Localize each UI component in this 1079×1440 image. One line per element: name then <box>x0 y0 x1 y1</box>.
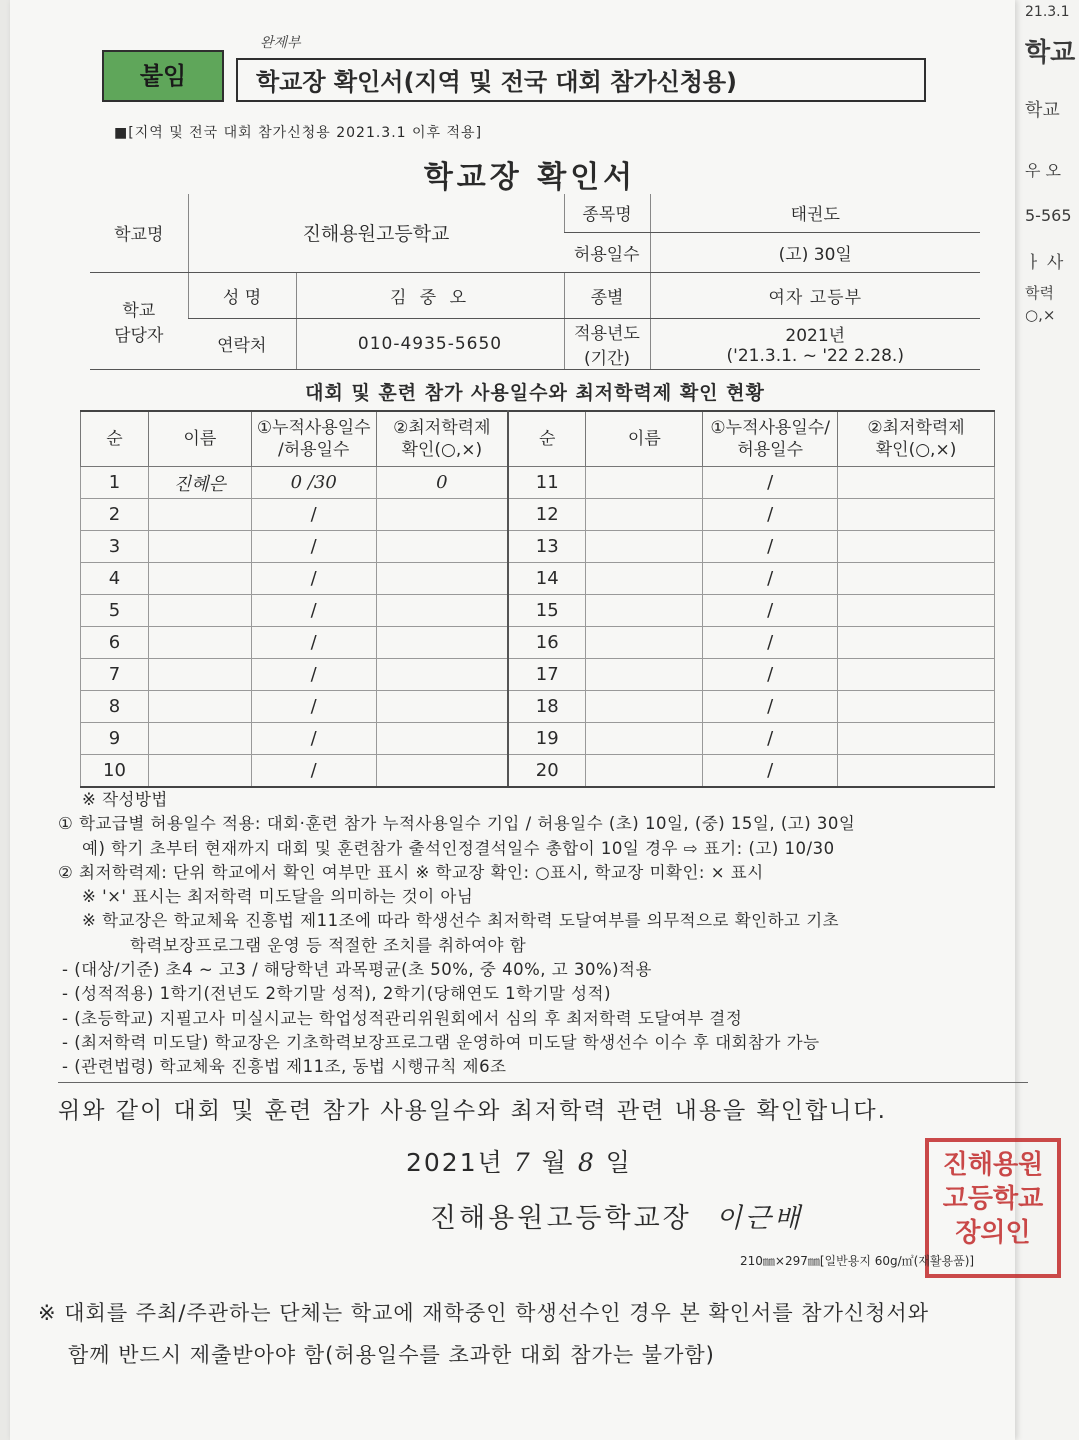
col-min-grade-right <box>838 411 995 467</box>
table-row <box>81 595 995 627</box>
status-table <box>80 410 995 788</box>
back-line: ○,× <box>1025 306 1056 324</box>
row-number: 19 <box>508 723 586 755</box>
note-item: ② 최저학력제: 단위 학교에서 확인 여부만 표시 ※ 학교장 확인: ○표시, 학교장 미확인: × 표시 <box>58 862 764 882</box>
student-name: 진혜은 <box>148 467 251 499</box>
used-days: / <box>703 659 838 691</box>
min-grade-check <box>838 563 995 595</box>
col-min-line: ②최저학력제 <box>393 418 491 438</box>
used-days: / <box>251 499 376 531</box>
student-name <box>586 691 703 723</box>
year-label-line: 적용년도 <box>574 323 640 344</box>
writing-instructions <box>58 788 1018 1080</box>
note-item: - (관련법령) 학교체육 진흥법 제11조, 동법 시행규칙 제6조 <box>62 1057 507 1077</box>
note-item: ※ 학교장은 학교체육 진흥법 제11조에 따라 학생선수 최저학력 도달여부를 의무적으로 확인하고 기초 <box>82 911 840 931</box>
name-label: 성 명 <box>188 272 296 318</box>
phone-label: 연락처 <box>188 318 296 369</box>
student-name <box>586 467 703 499</box>
student-name <box>148 499 251 531</box>
min-grade-check <box>838 659 995 691</box>
principal-title: 진해용원고등학교장 <box>430 1203 692 1234</box>
row-number: 14 <box>508 563 586 595</box>
student-name <box>148 563 251 595</box>
contact-phone: 010-4935-5650 <box>296 318 564 369</box>
row-number: 1 <box>81 467 149 499</box>
back-line: 학력 <box>1025 284 1054 302</box>
used-days: / <box>251 627 376 659</box>
student-name <box>586 595 703 627</box>
col-days-right <box>703 411 838 467</box>
table-row <box>81 659 995 691</box>
document-title: 학교장 확인서 <box>423 160 637 195</box>
principal-line <box>430 1196 803 1235</box>
contact-group-label <box>90 272 188 369</box>
school-name-label: 학교명 <box>90 194 188 272</box>
allowed-days-label: 허용일수 <box>564 232 650 272</box>
col-days <box>251 411 376 467</box>
attachment-tag: 붙임 <box>102 50 224 102</box>
student-name <box>148 595 251 627</box>
row-number: 10 <box>81 755 149 788</box>
col-no: 순 <box>81 411 149 467</box>
date-year: 2021년 <box>406 1148 504 1177</box>
row-number: 5 <box>81 595 149 627</box>
table-row <box>81 563 995 595</box>
col-min-line: 확인(○,×) <box>875 440 957 460</box>
status-section-title: 대회 및 훈련 참가 사용일수와 최저학력제 확인 현황 <box>305 382 765 404</box>
min-grade-check <box>376 755 508 788</box>
row-number: 15 <box>508 595 586 627</box>
sport-label: 종목명 <box>564 194 650 232</box>
min-grade-check <box>838 467 995 499</box>
row-number: 6 <box>81 627 149 659</box>
min-grade-check <box>838 499 995 531</box>
row-number: 17 <box>508 659 586 691</box>
row-number: 7 <box>81 659 149 691</box>
student-name <box>148 755 251 788</box>
student-name <box>586 499 703 531</box>
row-number: 8 <box>81 691 149 723</box>
student-name <box>148 723 251 755</box>
date-month: 7 <box>513 1148 532 1177</box>
min-grade-check <box>376 659 508 691</box>
footer-line: 함께 반드시 제출받아야 함(허용일수를 초과한 대회 참가는 불가함) <box>68 1343 715 1367</box>
seal-line: 진해용원 <box>942 1150 1044 1180</box>
confirmation-statement: 위와 같이 대회 및 훈련 참가 사용일수와 최저학력 관련 내용을 확인합니다. <box>58 1098 887 1124</box>
notes-heading: ※ 작성방법 <box>82 790 168 809</box>
seal-line: 장의인 <box>955 1218 1031 1248</box>
school-info-table <box>90 194 980 370</box>
min-grade-check <box>838 755 995 788</box>
student-name <box>586 563 703 595</box>
col-min-line: ②최저학력제 <box>867 418 965 438</box>
min-grade-check <box>376 595 508 627</box>
table-row <box>81 723 995 755</box>
min-grade-check <box>838 691 995 723</box>
signature-date <box>406 1143 632 1179</box>
table-row <box>81 467 995 499</box>
note-item: ※ '×' 표시는 최저학력 미도달을 의미하는 것이 아님 <box>82 887 474 907</box>
table-row <box>81 755 995 788</box>
row-number: 18 <box>508 691 586 723</box>
used-days: / <box>703 627 838 659</box>
min-grade-check <box>838 595 995 627</box>
student-name <box>148 531 251 563</box>
contact-name: 김 중 오 <box>296 272 564 318</box>
used-days: / <box>703 723 838 755</box>
table-row <box>81 499 995 531</box>
student-name <box>586 627 703 659</box>
min-grade-check <box>376 499 508 531</box>
note-item: 학력보장프로그램 운영 등 적절한 조치를 취하여야 함 <box>130 935 527 955</box>
col-days-line: ①누적사용일수 <box>256 418 371 438</box>
note-item: - (초등학교) 지필고사 미실시교는 학업성적관리위원회에서 심의 후 최저학력 도달여부 결정 <box>62 1008 743 1028</box>
header-title: 학교장 확인서(지역 및 전국 대회 참가신청용) <box>236 58 926 102</box>
footer-note <box>38 1292 1028 1376</box>
student-name <box>148 691 251 723</box>
student-name <box>148 659 251 691</box>
division-label: 종별 <box>564 272 650 318</box>
used-days: / <box>703 691 838 723</box>
note-item: 예) 학기 초부터 현재까지 대회 및 훈련참가 출석인정결석일수 총합이 10일 경우 ⇨ 표기: (고) 10/30 <box>82 838 835 858</box>
row-number: 16 <box>508 627 586 659</box>
note-item: - (성적적용) 1학기(전년도 2학기말 성적), 2학기(당해연도 1학기말 성적) <box>62 984 612 1004</box>
period-text: ('21.3.1. ~ '22 2.28.) <box>726 346 904 366</box>
used-days: / <box>703 531 838 563</box>
student-name <box>586 531 703 563</box>
row-number: 9 <box>81 723 149 755</box>
back-line: 우 오 <box>1025 161 1061 180</box>
used-days: / <box>251 755 376 788</box>
date-month-label: 월 <box>541 1148 568 1177</box>
status-rows <box>81 467 995 788</box>
col-days-line: ①누적사용일수/ <box>710 418 830 438</box>
used-days: / <box>703 499 838 531</box>
col-min-grade <box>376 411 508 467</box>
col-days-line: 허용일수 <box>737 440 804 460</box>
paper-spec: 210㎜×297㎜[일반용지 60g/㎡(재활용품)] <box>740 1254 975 1268</box>
used-days: / <box>251 531 376 563</box>
note-item: - (최저학력 미도달) 학교장은 기초학력보장프로그램 운영하여 미도달 학생선수 이수 후 대회참가 가능 <box>62 1032 820 1052</box>
row-number: 3 <box>81 531 149 563</box>
seal-line: 고등학교 <box>942 1184 1044 1214</box>
table-row <box>81 531 995 563</box>
school-name: 진해용원고등학교 <box>188 194 564 272</box>
min-grade-check <box>838 723 995 755</box>
sport-value: 태권도 <box>650 194 980 232</box>
used-days: / <box>251 659 376 691</box>
used-days: / <box>251 691 376 723</box>
handwritten-note: 완제부 <box>260 35 301 51</box>
divider <box>58 1082 1028 1083</box>
row-number: 20 <box>508 755 586 788</box>
col-name-right: 이름 <box>586 411 703 467</box>
row-number: 2 <box>81 499 149 531</box>
back-line: ㅏ 사 <box>1025 253 1064 273</box>
allowed-days-value: (고) 30일 <box>650 232 980 272</box>
row-number: 13 <box>508 531 586 563</box>
year-text: 2021년 <box>785 326 846 346</box>
col-no-right: 순 <box>508 411 586 467</box>
used-days: / <box>251 723 376 755</box>
row-number: 12 <box>508 499 586 531</box>
col-days-line: /허용일수 <box>278 440 350 460</box>
form-subnote: ■[지역 및 전국 대회 참가신청용 2021.3.1 이후 적용] <box>114 125 483 141</box>
min-grade-check <box>838 531 995 563</box>
used-days: / <box>251 563 376 595</box>
min-grade-check <box>838 627 995 659</box>
contact-group-label-line: 학교 <box>122 300 156 321</box>
col-min-line: 확인(○,×) <box>401 440 483 460</box>
min-grade-check <box>376 691 508 723</box>
student-name <box>586 723 703 755</box>
principal-signature: 이근배 <box>715 1203 803 1234</box>
student-name <box>586 659 703 691</box>
back-line: 학교 <box>1025 38 1076 68</box>
row-number: 11 <box>508 467 586 499</box>
col-name: 이름 <box>148 411 251 467</box>
row-number: 4 <box>81 563 149 595</box>
year-value <box>650 318 980 369</box>
min-grade-check <box>376 531 508 563</box>
used-days: / <box>703 467 838 499</box>
division-value: 여자 고등부 <box>650 272 980 318</box>
min-grade-check <box>376 627 508 659</box>
used-days: / <box>703 563 838 595</box>
note-item: - (대상/기준) 초4 ~ 고3 / 해당학년 과목평균(초 50%, 중 40%, 고 30%)적용 <box>62 960 652 980</box>
back-line: 학교 <box>1025 100 1060 121</box>
student-name <box>586 755 703 788</box>
back-line: 5-565 <box>1025 206 1072 225</box>
table-row <box>81 627 995 659</box>
used-days: / <box>703 755 838 788</box>
min-grade-check <box>376 563 508 595</box>
year-label-line: (기간) <box>583 348 631 369</box>
student-name <box>148 627 251 659</box>
used-days: / <box>251 595 376 627</box>
table-row <box>81 691 995 723</box>
min-grade-check <box>376 723 508 755</box>
date-day: 8 <box>577 1148 596 1177</box>
used-days: / <box>703 595 838 627</box>
footer-line: ※ 대회를 주최/주관하는 단체는 학교에 재학중인 학생선수인 경우 본 확인서를 참가신청서와 <box>38 1301 930 1325</box>
min-grade-check: 0 <box>376 467 508 499</box>
note-item: ① 학교급별 허용일수 적용: 대회·훈련 참가 누적사용일수 기입 / 허용일수 (초) 10일, (중) 15일, (고) 30일 <box>58 814 856 834</box>
used-days: 0 /30 <box>251 467 376 499</box>
date-day-label: 일 <box>605 1148 632 1177</box>
contact-group-label-line: 담당자 <box>114 325 164 346</box>
back-line: 21.3.1 <box>1025 4 1070 20</box>
year-label <box>564 318 650 369</box>
